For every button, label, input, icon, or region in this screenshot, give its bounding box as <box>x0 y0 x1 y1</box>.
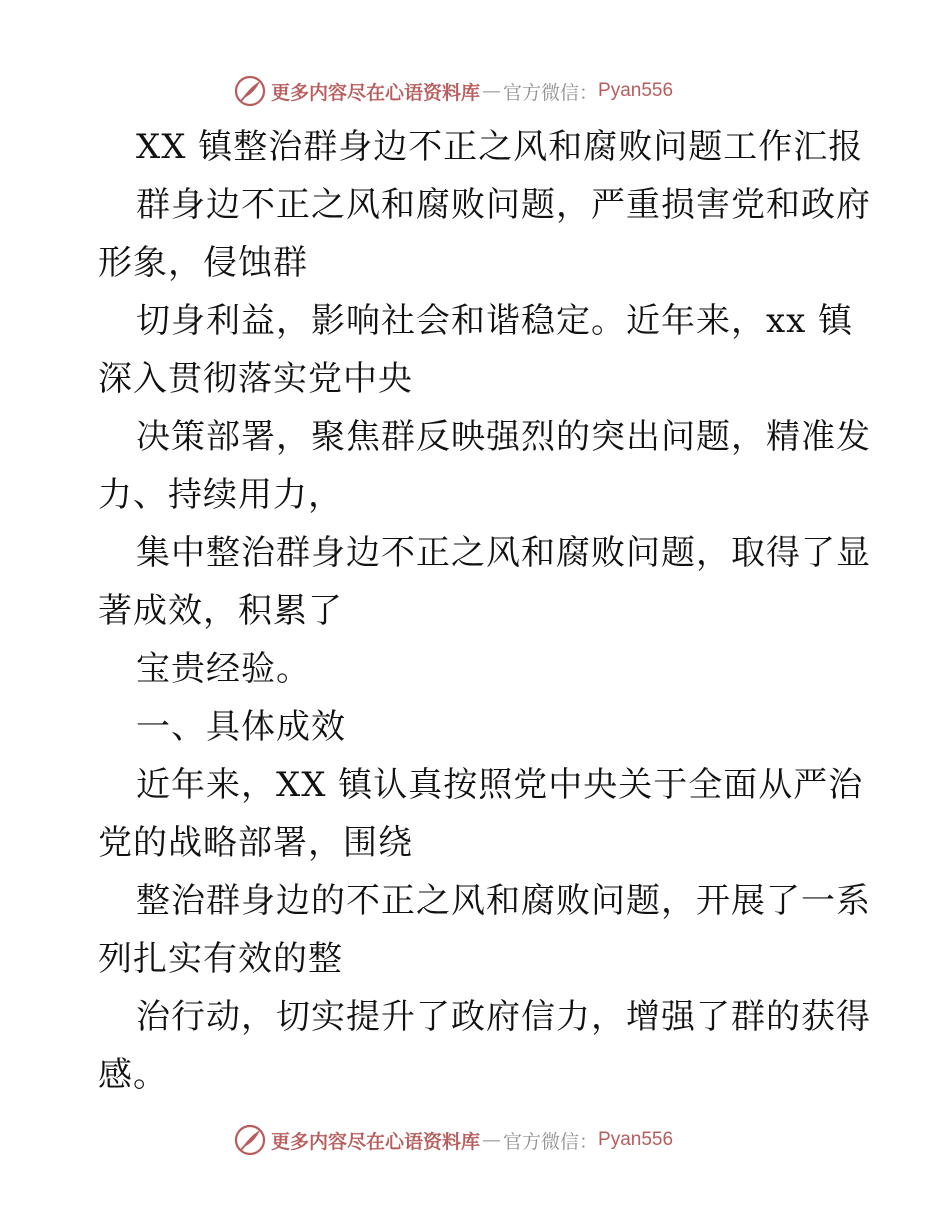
paragraph-line: 近年来，XX 镇认真按照党中央关于全面从严治 <box>136 765 864 805</box>
paragraph-line: 整治群身边的不正之风和腐败问题，开展了一系 <box>136 881 871 921</box>
document-body <box>98 118 871 1104</box>
watermark-wechat-label: 官方微信： <box>503 81 599 104</box>
watermark-wechat-id: Pyan556 <box>598 80 674 101</box>
paragraph-line: 形象，侵蚀群 <box>98 243 308 283</box>
paragraph-line: 治行动，切实提升了政府信力，增强了群的获得 <box>136 997 871 1037</box>
watermark-wechat-label: 官方微信： <box>503 1130 599 1153</box>
paragraph-line: 党的战略部署，围绕 <box>98 823 413 863</box>
paragraph-line: 深入贯彻落实党中央 <box>98 359 413 399</box>
header-watermark <box>233 73 673 109</box>
document-title: XX 镇整治群身边不正之风和腐败问题工作汇报 <box>136 127 864 167</box>
footer-watermark <box>233 1122 673 1158</box>
watermark-main-text: 更多内容尽在心语资料库 <box>271 81 481 104</box>
watermark-wechat-id: Pyan556 <box>598 1129 674 1150</box>
paragraph-line: 力、持续用力， <box>98 475 343 515</box>
paragraph-line: 感。 <box>98 1055 168 1095</box>
paragraph-line: 群身边不正之风和腐败问题，严重损害党和政府 <box>136 185 871 225</box>
watermark-main-text: 更多内容尽在心语资料库 <box>271 1130 481 1153</box>
feather-pen-logo-icon <box>233 1123 267 1157</box>
paragraph-line: 集中整治群身边不正之风和腐败问题，取得了显 <box>136 533 871 573</box>
watermark-separator: — <box>482 1129 502 1151</box>
section-heading: 一、具体成效 <box>136 707 346 747</box>
paragraph-line: 列扎实有效的整 <box>98 939 343 979</box>
feather-pen-logo-icon <box>233 74 267 108</box>
watermark-separator: — <box>482 80 502 102</box>
paragraph-line: 著成效，积累了 <box>98 591 343 631</box>
paragraph-line: 切身利益，影响社会和谐稳定。近年来，xx 镇 <box>136 301 854 341</box>
paragraph-line: 宝贵经验。 <box>136 649 311 689</box>
paragraph-line: 决策部署，聚焦群反映强烈的突出问题，精准发 <box>136 417 871 457</box>
